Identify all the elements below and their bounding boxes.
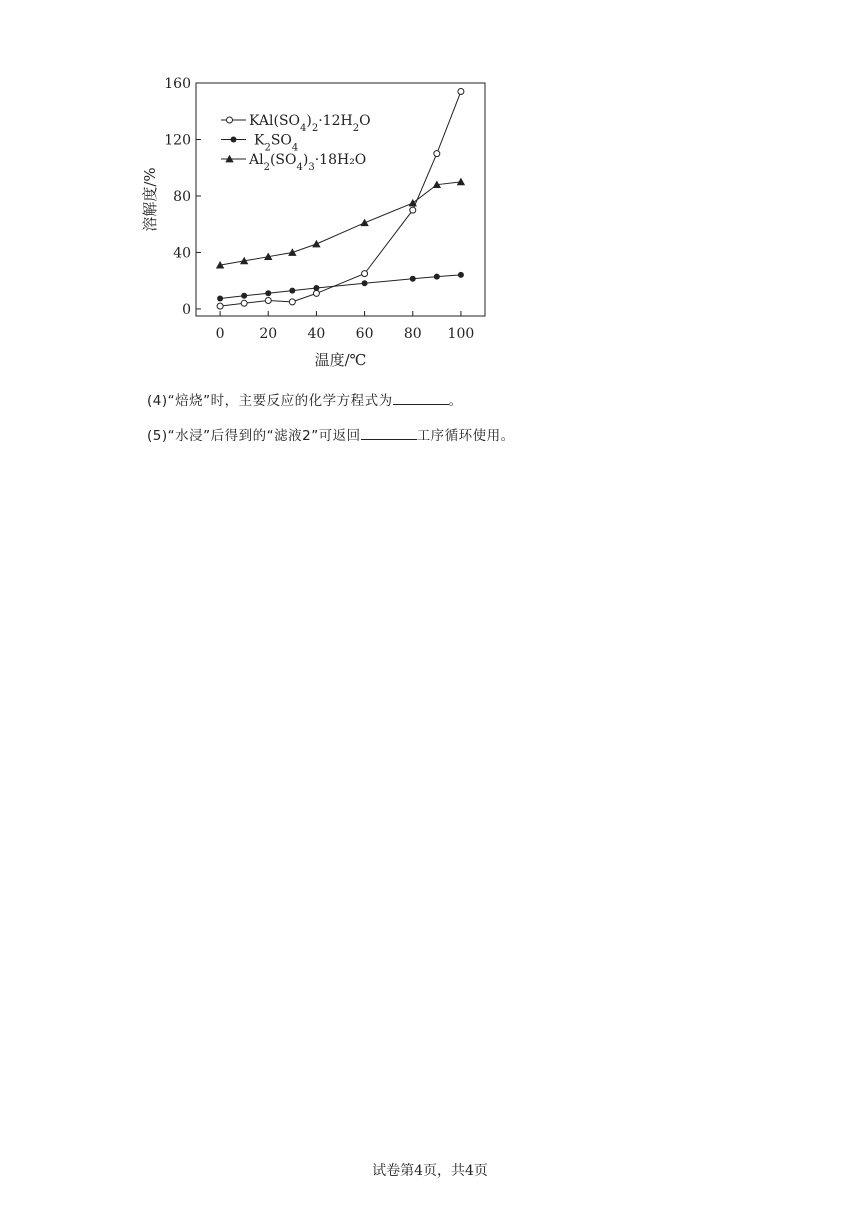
x-tick-label: 60 [355,326,374,342]
series-line [220,182,461,265]
x-tick-label: 100 [447,326,475,342]
data-point-open-circle [227,117,233,123]
y-tick-label: 40 [173,245,191,262]
x-tick-label: 0 [215,326,225,342]
data-point-open-circle [362,271,368,277]
question-4-text: (4)“焙烧”时，主要反应的化学方程式为 [147,393,393,409]
solubility-chart [140,70,510,380]
data-point-open-circle [241,300,247,306]
data-point-triangle [457,178,465,186]
question-4-end: 。 [448,393,463,409]
legend-label: $K_2SO_4$ [254,132,299,153]
data-point-filled-circle [362,280,368,286]
question-4 [147,389,463,409]
legend-label: $KAl(SO_4)_2\cdot 12H_2O$ [249,113,371,134]
question-5-text: (5)“水浸”后得到的“滤液2”可返回 [147,428,361,444]
data-point-filled-circle [458,272,464,278]
data-point-open-circle [434,151,440,157]
page-footer: 试卷第4页，共4页 [372,1163,488,1179]
data-point-triangle [288,248,296,256]
answer-blank-4[interactable] [393,392,449,405]
data-point-filled-circle [289,288,295,294]
data-point-filled-circle [434,274,440,280]
legend-entry-1 [221,113,371,134]
answer-blank-5[interactable] [361,427,417,440]
legend-label: $Al_2(SO_4)_3\cdot 18H_2O$ [249,152,367,173]
data-point-open-circle [265,297,271,303]
y-tick-label: 120 [164,132,191,149]
question-5-end: 工序循环使用。 [416,428,515,444]
data-point-filled-circle [217,295,223,301]
y-tick-label: 80 [173,188,191,205]
data-point-filled-circle [241,293,247,299]
x-axis-label: 温度/℃ [314,351,367,369]
series-2 [217,272,464,302]
x-tick-label: 80 [403,326,422,342]
data-point-open-circle [313,290,319,296]
data-point-open-circle [458,88,464,94]
data-point-filled-circle [231,137,237,143]
data-point-filled-circle [410,276,416,282]
y-tick-label: 160 [164,76,191,92]
data-point-open-circle [217,303,223,309]
series-3 [216,178,465,269]
data-point-triangle [360,219,368,227]
y-axis-label: 溶解度/% [141,167,159,232]
data-point-filled-circle [313,285,319,291]
data-point-filled-circle [265,290,271,296]
question-5 [147,424,515,444]
legend-entry-2 [221,133,298,154]
y-tick-label: 0 [182,301,191,318]
data-point-open-circle [289,299,295,305]
series-line [220,275,461,299]
legend-entry-3 [221,152,366,173]
x-tick-label: 20 [259,326,278,342]
x-tick-label: 40 [307,326,326,342]
data-point-open-circle [410,207,416,213]
data-point-triangle [312,240,320,248]
